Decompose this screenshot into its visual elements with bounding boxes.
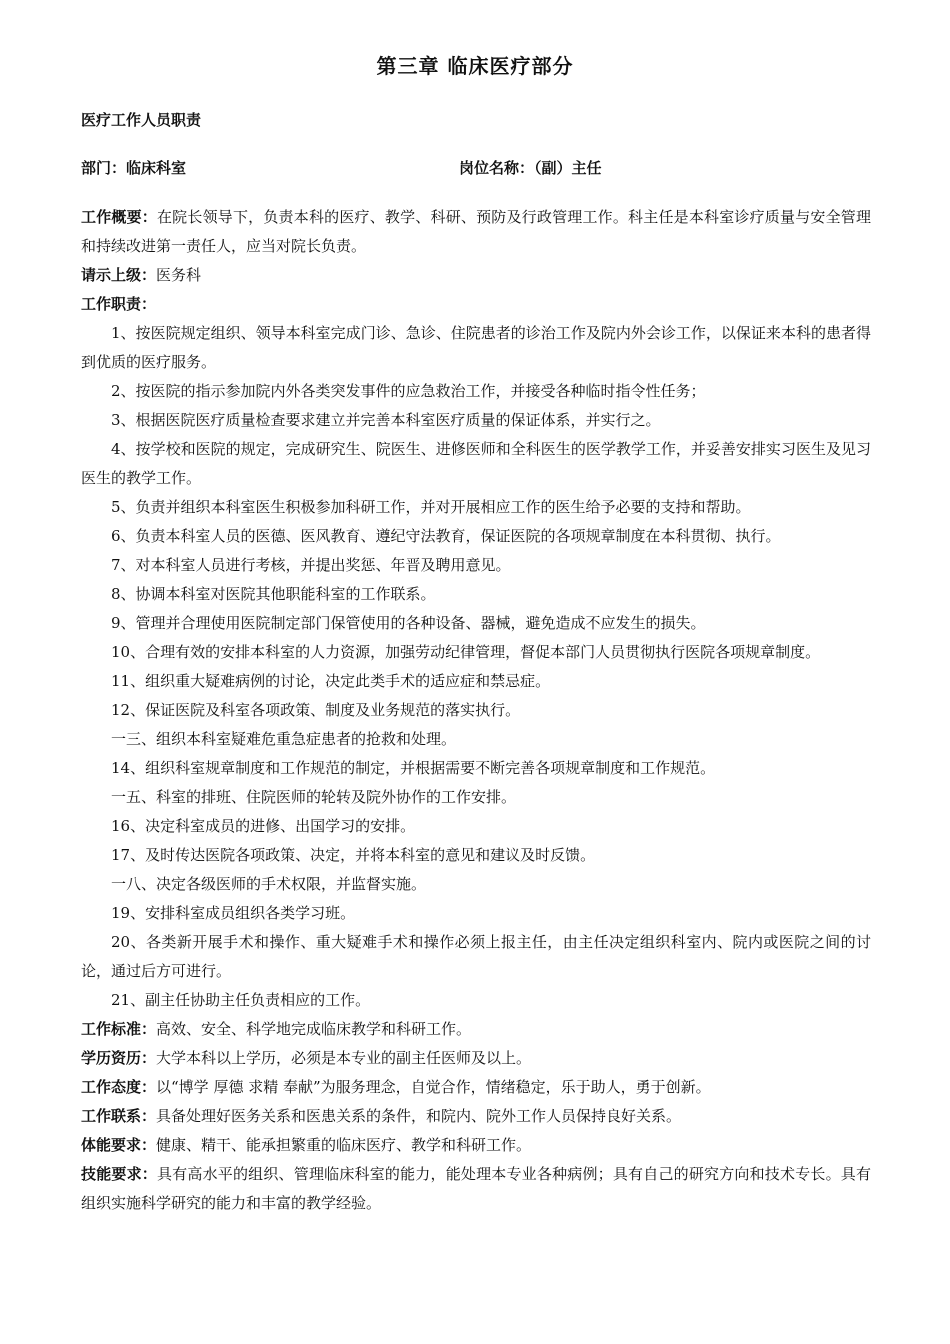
duties-label: 工作职责： (81, 295, 157, 313)
duty-item: 6、负责本科室人员的医德、医风教育、遵纪守法教育，保证医院的各项规章制度在本科贯彻、执行。 (111, 527, 781, 545)
duty-item: 12、保证医院及科室各项政策、制度及业务规范的落实执行。 (111, 701, 521, 719)
document-body (81, 203, 871, 1218)
department-label: 部门： (81, 159, 127, 177)
skills-paragraph (81, 1160, 871, 1218)
duty-item: 1、按医院规定组织、领导本科室完成门诊、急诊、住院患者的诊治工作及院内外会诊工作，以保证来本科的患者得到优质的医疗服务。 (81, 324, 871, 371)
physical-label: 体能要求： (81, 1136, 157, 1154)
duty-item: 14、组织科室规章制度和工作规范的制定，并根据需要不断完善各项规章制度和工作规范。 (111, 759, 716, 777)
education-paragraph (81, 1044, 871, 1073)
duty-item: 一八、决定各级医师的手术权限，并监督实施。 (111, 875, 427, 893)
chapter-title: 第三章 临床医疗部分 (376, 54, 574, 78)
position (459, 157, 602, 178)
department-value: 临床科室 (126, 159, 187, 177)
duty-item: 8、协调本科室对医院其他职能科室的工作联系。 (111, 585, 436, 603)
duty-item: 3、根据医院医疗质量检查要求建立并完善本科室医疗质量的保证体系，并实行之。 (111, 411, 661, 429)
duty-item: 19、安排科室成员组织各类学习班。 (111, 904, 356, 922)
attitude-label: 工作态度： (81, 1078, 157, 1096)
report-to-label: 请示上级： (81, 266, 157, 284)
relations-paragraph (81, 1102, 871, 1131)
relations-text: 具备处理好医务关系和医患关系的条件，和院内、院外工作人员保持良好关系。 (156, 1107, 682, 1125)
education-label: 学历资历： (81, 1049, 157, 1067)
physical-text: 健康、精干、能承担繁重的临床医疗、教学和科研工作。 (156, 1136, 532, 1154)
standard-text: 高效、安全、科学地完成临床教学和科研工作。 (156, 1020, 472, 1038)
section-title: 医疗工作人员职责 (81, 111, 202, 129)
education-text: 大学本科以上学历，必须是本专业的副主任医师及以上。 (156, 1049, 532, 1067)
overview-text: 在院长领导下，负责本科的医疗、教学、科研、预防及行政管理工作。科主任是本科室诊疗质量与安全管理和持续改进第一责任人，应当对院长负责。 (81, 208, 871, 255)
overview-label: 工作概要： (81, 208, 157, 226)
skills-label: 技能要求： (81, 1165, 157, 1183)
attitude-paragraph (81, 1073, 871, 1102)
duty-item: 11、组织重大疑难病例的讨论，决定此类手术的适应症和禁忌症。 (111, 672, 551, 690)
duty-item: 4、按学校和医院的规定，完成研究生、院医生、进修医师和全科医生的医学教学工作，并妥善安排实习医生及见习医生的教学工作。 (81, 440, 871, 487)
standard-label: 工作标准： (81, 1020, 157, 1038)
duty-item: 5、负责并组织本科室医生积极参加科研工作，并对开展相应工作的医生给予必要的支持和帮助。 (111, 498, 751, 516)
skills-text: 具有高水平的组织、管理临床科室的能力，能处理本专业各种病例；具有自己的研究方向和技术专长。具有组织实施科学研究的能力和丰富的教学经验。 (81, 1165, 871, 1212)
attitude-text: 以“博学 厚德 求精 奉献”为服务理念，自觉合作，情绪稳定，乐于助人，勇于创新。 (156, 1078, 711, 1096)
report-to-paragraph (81, 261, 871, 290)
overview-paragraph (81, 203, 871, 261)
duty-item: 16、决定科室成员的进修、出国学习的安排。 (111, 817, 416, 835)
duty-item: 20、各类新开展手术和操作、重大疑难手术和操作必须上报主任，由主任决定组织科室内、院内或医院之间的讨论，通过后方可进行。 (81, 933, 871, 980)
report-to-text: 医务科 (156, 266, 202, 284)
duty-item: 一三、组织本科室疑难危重急症患者的抢救和处理。 (111, 730, 457, 748)
position-label: 岗位名称： (459, 159, 535, 177)
duty-item: 一五、科室的排班、住院医师的轮转及院外协作的工作安排。 (111, 788, 517, 806)
standard-paragraph (81, 1015, 871, 1044)
relations-label: 工作联系： (81, 1107, 157, 1125)
duty-item: 21、副主任协助主任负责相应的工作。 (111, 991, 371, 1009)
duty-item: 10、合理有效的安排本科室的人力资源，加强劳动纪律管理，督促本部门人员贯彻执行医院各项规章制度。 (111, 643, 821, 661)
position-value: （副）主任 (534, 159, 602, 177)
duties-heading (81, 290, 871, 319)
department (81, 157, 186, 178)
physical-paragraph (81, 1131, 871, 1160)
duty-item: 17、及时传达医院各项政策、决定，并将本科室的意见和建议及时反馈。 (111, 846, 596, 864)
duty-item: 2、按医院的指示参加院内外各类突发事件的应急救治工作，并接受各种临时指令性任务； (111, 382, 706, 400)
duty-item: 7、对本科室人员进行考核，并提出奖惩、年晋及聘用意见。 (111, 556, 511, 574)
duty-item: 9、管理并合理使用医院制定部门保管使用的各种设备、器械，避免造成不应发生的损失。 (111, 614, 706, 632)
